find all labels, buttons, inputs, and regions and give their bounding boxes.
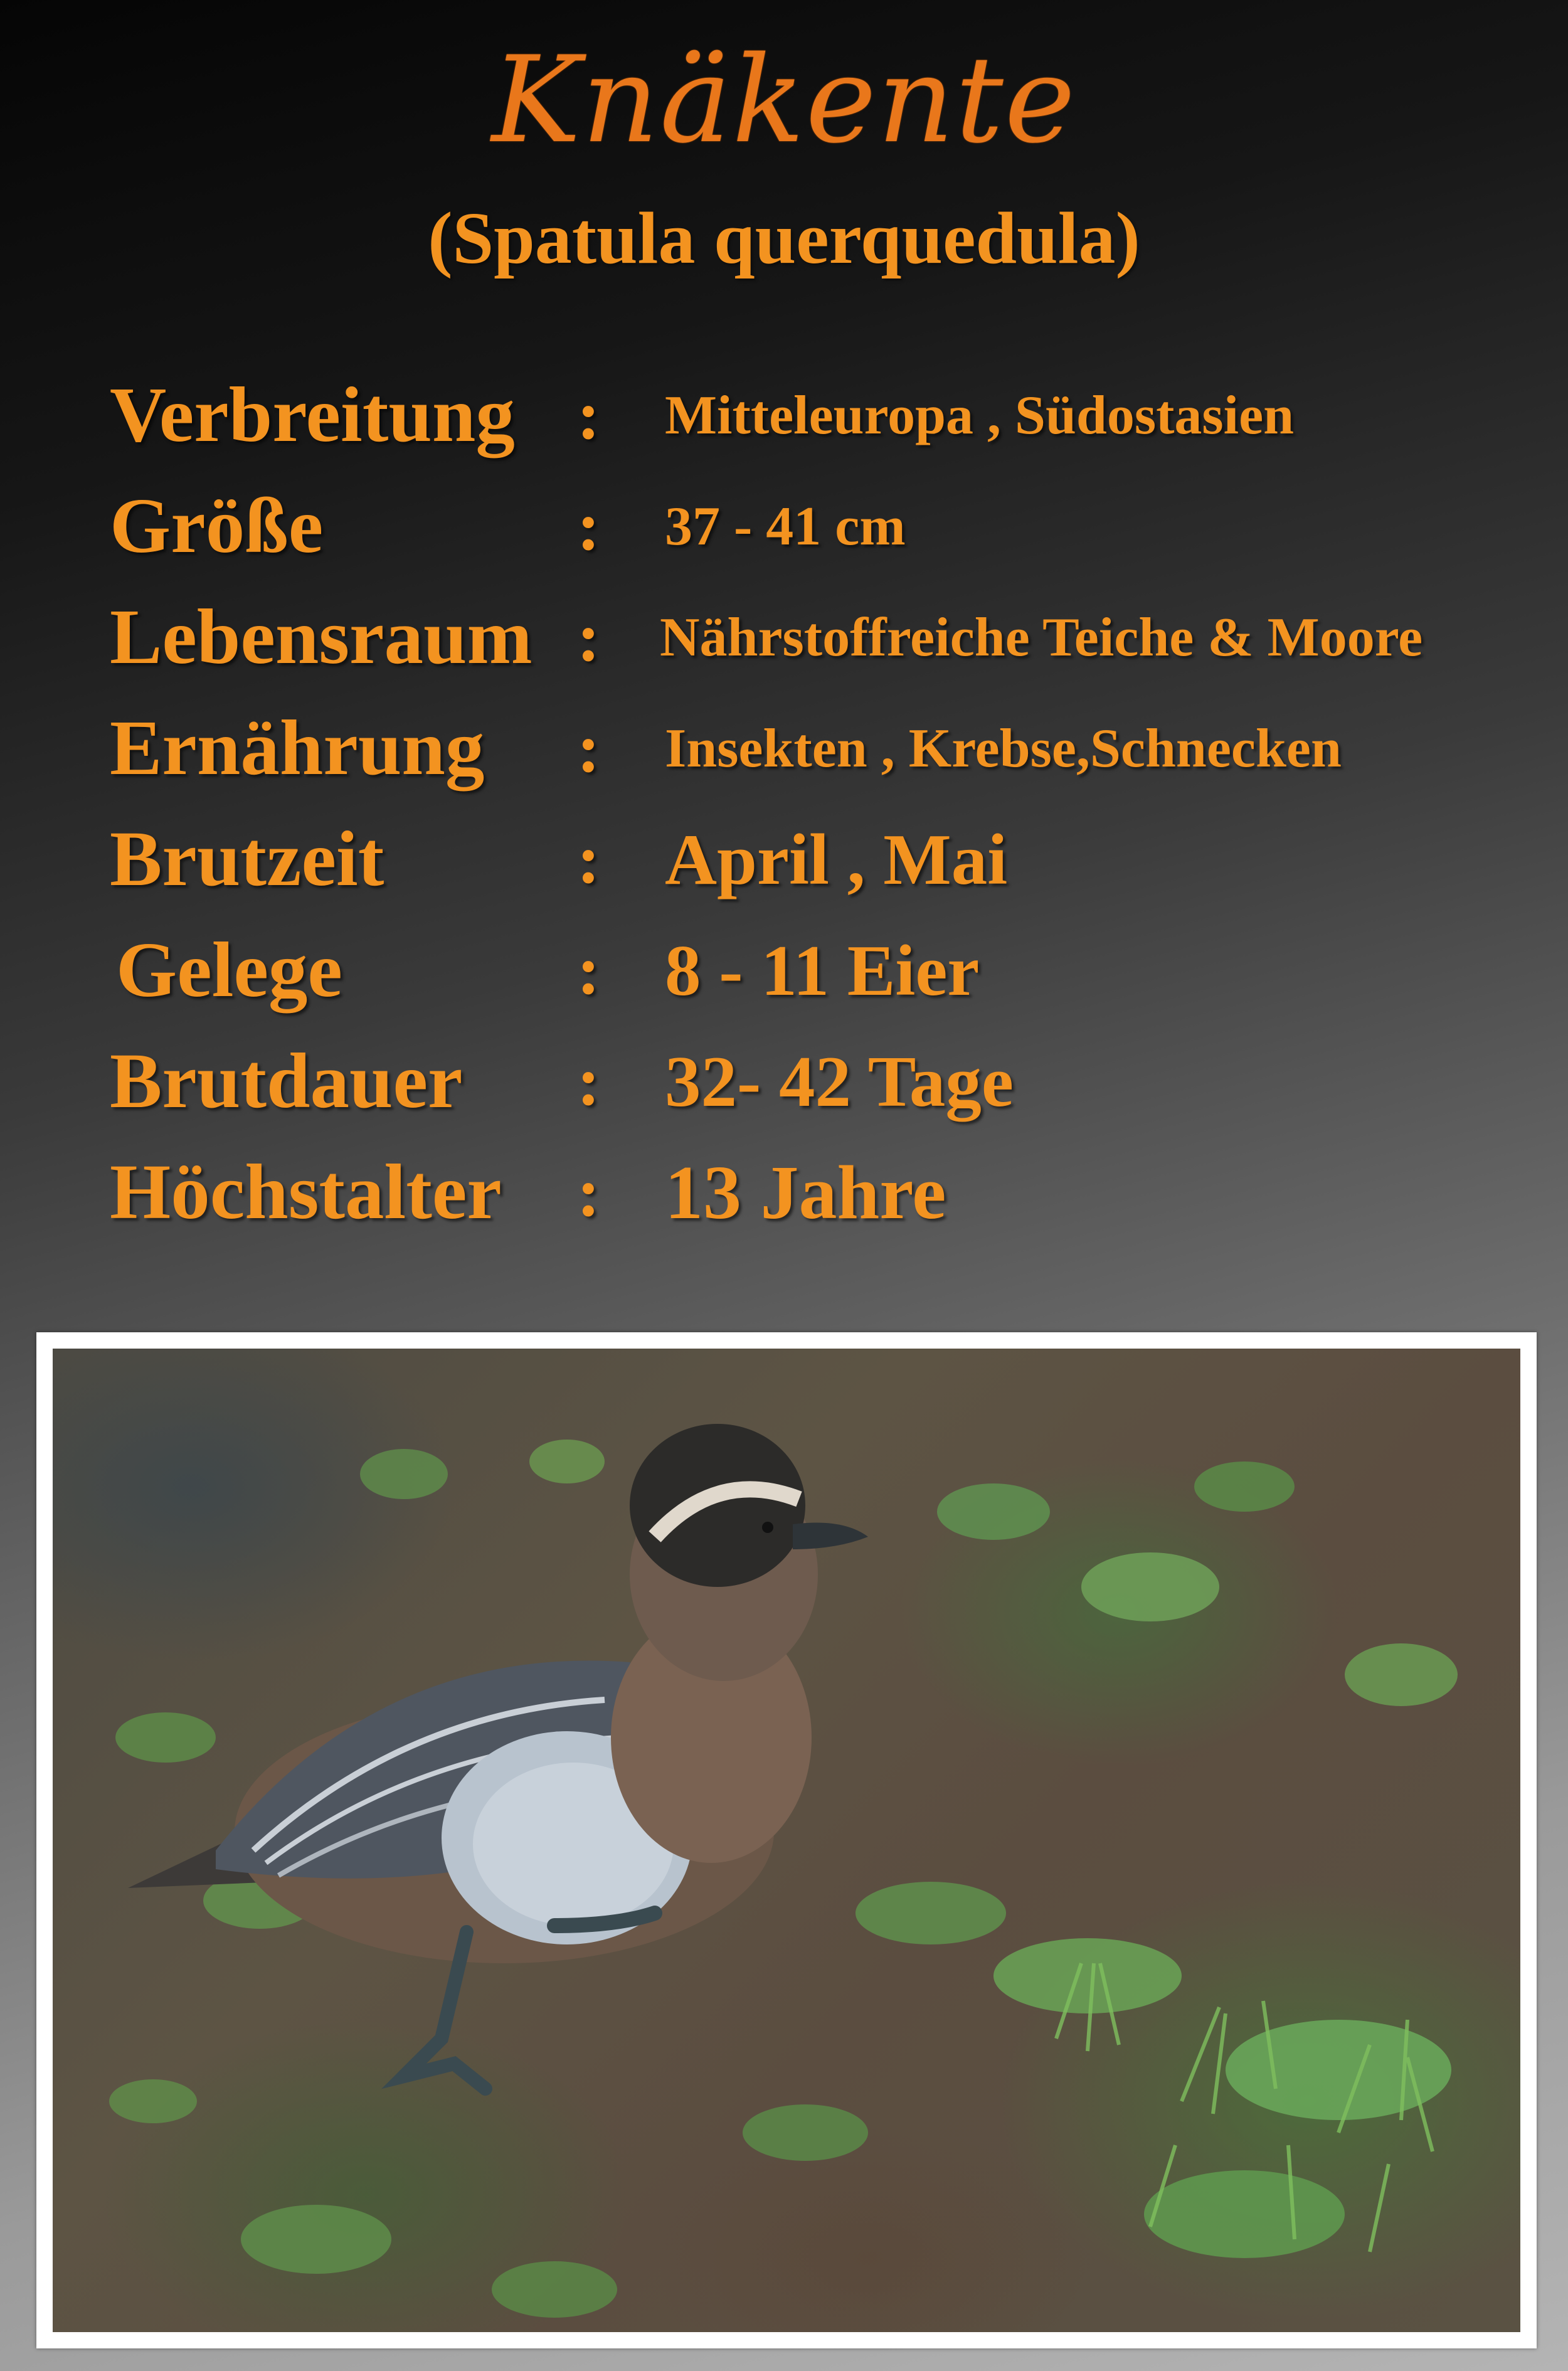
duck-body	[128, 1424, 868, 2089]
fact-separator: :	[577, 710, 600, 787]
fact-separator: :	[577, 377, 600, 454]
fact-label: Gelege	[116, 927, 342, 1014]
fact-value: Insekten , Krebse,Schnecken	[665, 718, 1342, 779]
fact-separator: :	[577, 1043, 600, 1120]
fact-row-brutzeit	[0, 805, 1568, 915]
fact-label: Größe	[110, 483, 324, 570]
species-common-name: Knäkente	[491, 31, 1077, 169]
fact-label: Brutdauer	[110, 1038, 463, 1125]
fact-value: 32- 42 Tage	[665, 1042, 1014, 1122]
fact-label: Ernährung	[110, 705, 485, 792]
photo-frame	[36, 1332, 1537, 2348]
fact-label: Verbreitung	[110, 372, 515, 459]
fact-label: Höchstalter	[110, 1149, 502, 1236]
fact-value: April , Mai	[665, 820, 1008, 899]
duck-photo	[53, 1349, 1520, 2332]
species-scientific-name: (Spatula querquedula)	[428, 197, 1140, 279]
fact-label: Brutzeit	[110, 816, 384, 903]
fact-row-lebensraum	[0, 583, 1568, 692]
fact-value: Nährstoffreiche Teiche & Moore	[660, 607, 1423, 668]
fact-row-hoechstalter	[0, 1138, 1568, 1248]
fact-value: 13 Jahre	[665, 1150, 946, 1235]
fact-row-verbreitung	[0, 361, 1568, 470]
fact-label: Lebensraum	[110, 594, 532, 681]
fact-row-groesse	[0, 472, 1568, 581]
fact-separator: :	[577, 932, 600, 1009]
fact-value: Mitteleuropa , Südostasien	[665, 385, 1295, 446]
fact-row-brutdauer	[0, 1027, 1568, 1137]
fact-value: 37 - 41 cm	[665, 496, 906, 557]
fact-row-gelege	[0, 916, 1568, 1026]
fact-separator: :	[577, 488, 600, 565]
fact-row-ernaehrung	[0, 694, 1568, 804]
fact-separator: :	[577, 599, 600, 676]
fact-separator: :	[577, 1154, 600, 1231]
fact-value: 8 - 11 Eier	[665, 931, 980, 1010]
duck-illustration	[53, 1349, 1520, 2332]
fact-separator: :	[577, 821, 600, 898]
